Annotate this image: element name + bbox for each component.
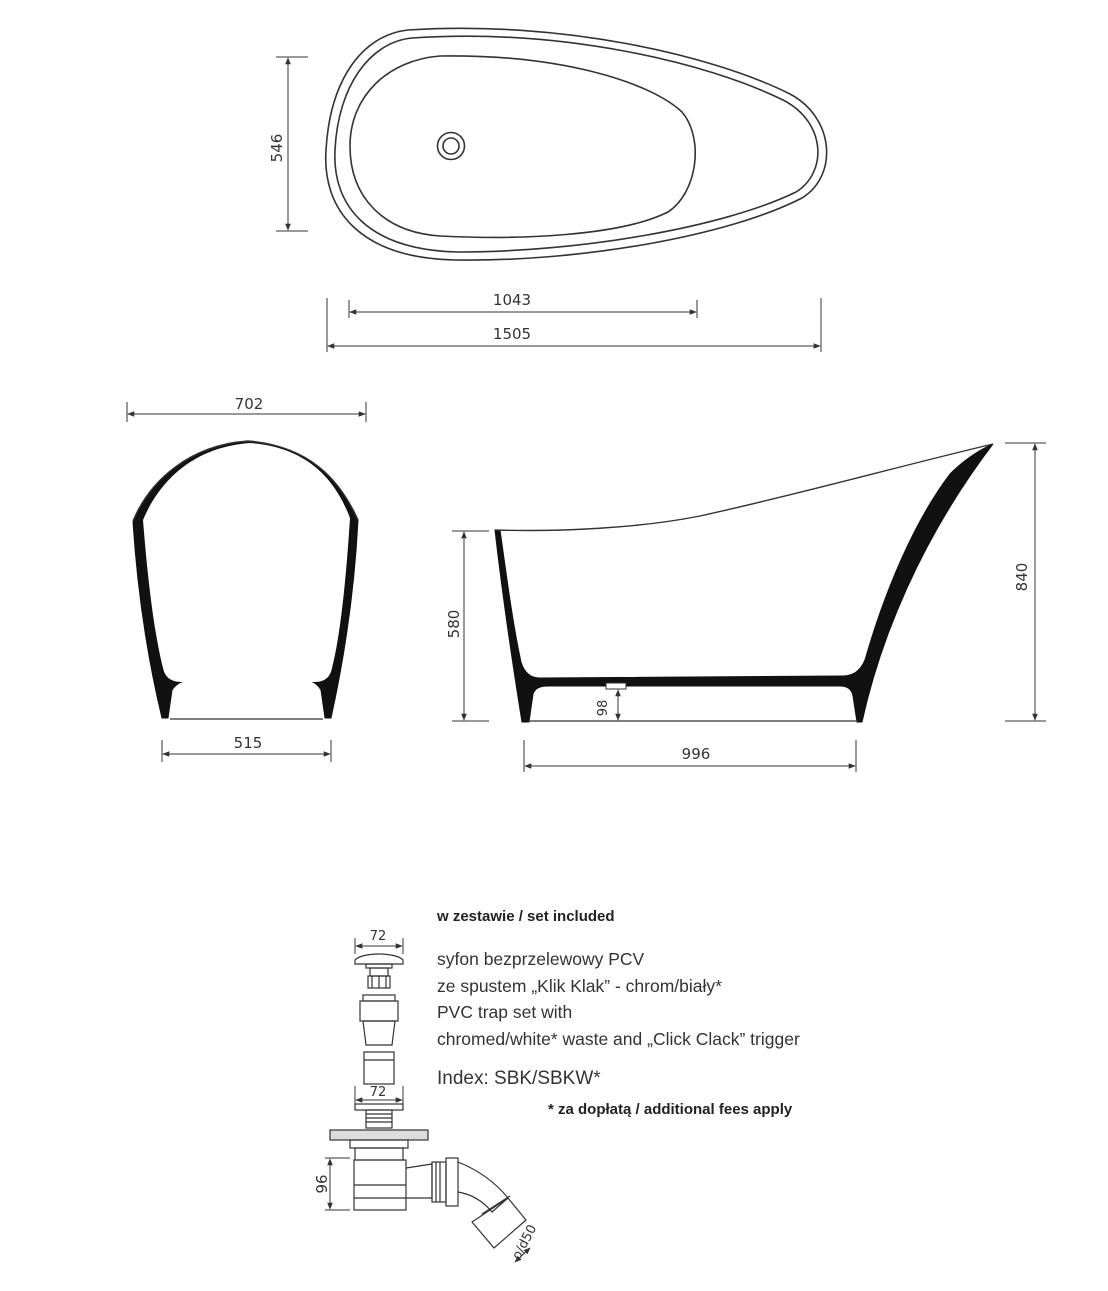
- additional-fee-note: * za dopłatą / additional fees apply: [548, 1101, 793, 1118]
- side-view-body: [495, 444, 993, 722]
- drain-height-label: 98: [596, 699, 611, 717]
- rim-height-label: 580: [445, 609, 463, 639]
- top-view: [326, 28, 827, 260]
- end-base-width-label: 515: [233, 734, 263, 752]
- body-width-label: 72: [369, 1085, 387, 1100]
- description-line: PVC trap set with: [437, 1002, 573, 1022]
- outlet-elbow: [458, 1162, 508, 1212]
- description-line: chromed/white* waste and „Click Clack” trigger: [437, 1028, 800, 1049]
- drain-outer: [438, 133, 465, 160]
- tub-outline-outer: [326, 28, 827, 260]
- side-view: [495, 444, 993, 722]
- top-view-dimensions: [276, 57, 821, 352]
- drain-inner: [443, 138, 459, 154]
- description-line: syfon bezprzelewowy PCV: [437, 949, 645, 969]
- outlet-diameter-label: o/d50: [509, 1222, 541, 1263]
- base-length-label: 996: [681, 745, 711, 763]
- end-view: [133, 441, 358, 719]
- end-top-width-label: 702: [234, 395, 264, 413]
- click-clack-cap: [355, 954, 403, 964]
- tub-floor-section: [330, 1130, 428, 1140]
- outer-length-dimension-label: 1505: [492, 325, 532, 343]
- tub-outline-inner: [350, 56, 695, 237]
- total-height-label: 840: [1013, 562, 1031, 592]
- width-dimension-label: 546: [268, 133, 286, 163]
- end-view-interior: [143, 443, 350, 682]
- side-drain-fitting: [606, 683, 626, 689]
- trap-height-label: 96: [312, 1174, 330, 1194]
- set-description: [437, 946, 800, 1052]
- description-line: ze spustem „Klik Klak” - chrom/biały*: [437, 975, 722, 996]
- inner-length-dimension-label: 1043: [492, 291, 532, 309]
- set-included-title: w zestawie / set included: [437, 908, 615, 925]
- cap-width-label: 72: [369, 929, 387, 944]
- product-index: Index: SBK/SBKW*: [437, 1068, 601, 1089]
